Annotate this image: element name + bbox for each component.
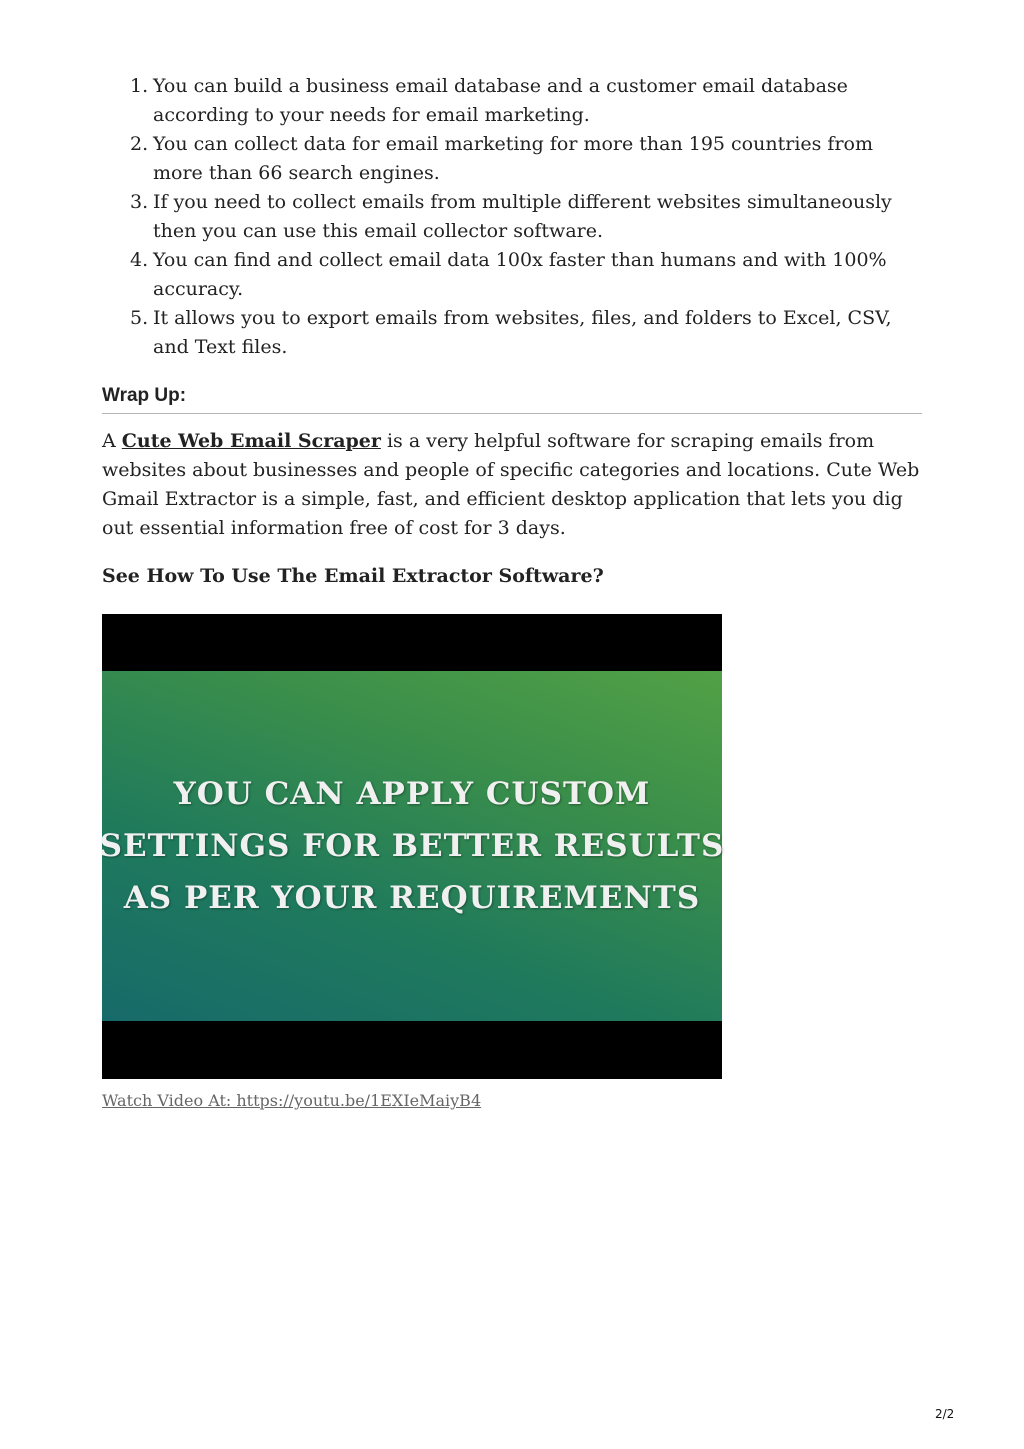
cute-web-email-scraper-link[interactable]: Cute Web Email Scraper xyxy=(121,430,381,452)
list-item-text: You can find and collect email data 100x faster than humans and with 100% accuracy. xyxy=(153,249,887,300)
feature-list xyxy=(102,72,924,362)
list-item-number: 2. xyxy=(130,133,149,155)
list-item xyxy=(102,130,924,188)
list-item xyxy=(102,188,924,246)
wrap-up-paragraph xyxy=(102,427,926,543)
list-item-number: 4. xyxy=(130,249,149,271)
list-item xyxy=(102,304,924,362)
list-item-text: It allows you to export emails from websites, files, and folders to Excel, CSV, and Text files. xyxy=(153,307,892,358)
list-item-text: If you need to collect emails from multiple different websites simultaneously then you can use this email collector software. xyxy=(153,191,892,242)
list-item-text: You can build a business email database and a customer email database according to your needs for email marketing. xyxy=(153,75,848,126)
list-item-number: 3. xyxy=(130,191,149,213)
list-item-number: 5. xyxy=(130,307,149,329)
video-player[interactable] xyxy=(99,614,725,1079)
list-item xyxy=(102,72,924,130)
list-item xyxy=(102,246,924,304)
wrap-up-body: is a very helpful software for scraping emails from websites about businesses and people of specific categories and locations. Cute Web Gmail Extractor is a simple, fast, and efficient desktop application that lets you dig out essential information free of cost for 3 days. xyxy=(102,430,920,539)
video-frame-content xyxy=(99,671,725,1021)
section-heading: See How To Use The Email Extractor Software? xyxy=(102,565,604,587)
list-item-number: 1. xyxy=(130,75,149,97)
wrap-up-heading: Wrap Up: xyxy=(102,384,922,414)
video-text-line: SETTINGS FOR BETTER RESULTS xyxy=(99,828,725,864)
video-text-line: AS PER YOUR REQUIREMENTS xyxy=(123,880,701,916)
wrap-up-intro: A xyxy=(102,430,122,452)
watch-video-link[interactable]: Watch Video At: https://youtu.be/1EXIeMaiyB4 xyxy=(102,1091,482,1110)
list-item-text: You can collect data for email marketing for more than 195 countries from more than 66 search engines. xyxy=(153,133,873,184)
video-text-line: YOU CAN APPLY CUSTOM xyxy=(173,776,651,812)
page-number: 2/2 xyxy=(935,1407,955,1421)
